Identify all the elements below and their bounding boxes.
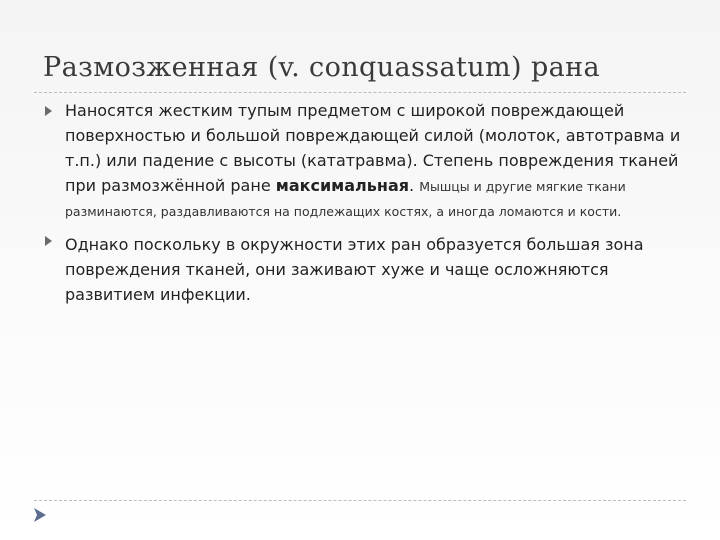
bullet-1-emphasis: максимальная bbox=[275, 176, 410, 195]
bullet-item-2 bbox=[40, 232, 690, 307]
slide-title: Размозженная (v. conquassatum) рана bbox=[43, 52, 601, 83]
triangle-bullet-icon bbox=[45, 236, 52, 246]
bullet-2-text: Однако поскольку в окружности этих ран образуется большая зона повреждения тканей, они заживают хуже и чаще осложняются развитием инфекции. bbox=[65, 235, 644, 304]
bullet-list bbox=[40, 98, 690, 316]
bullet-1-text: Наносятся жестким тупым предметом с широкой повреждающей поверхностью и большой повреждающей силой (молоток, автотравма и т.п.) или падение с высоты (кататравма). Степень повреждения тканей при размозжённой ране bbox=[65, 101, 681, 195]
bullet-1-small-text: Мышцы и другие мягкие ткани разминаются, раздавливаются на подлежащих костях, а иногда ломаются и кости. bbox=[65, 179, 626, 219]
footer-divider bbox=[34, 500, 686, 501]
bullet-item-1 bbox=[40, 98, 690, 223]
bullet-1-punct: . bbox=[409, 176, 420, 195]
triangle-bullet-icon bbox=[45, 106, 52, 116]
title-divider bbox=[34, 92, 686, 93]
nav-forward-icon[interactable] bbox=[30, 505, 50, 525]
